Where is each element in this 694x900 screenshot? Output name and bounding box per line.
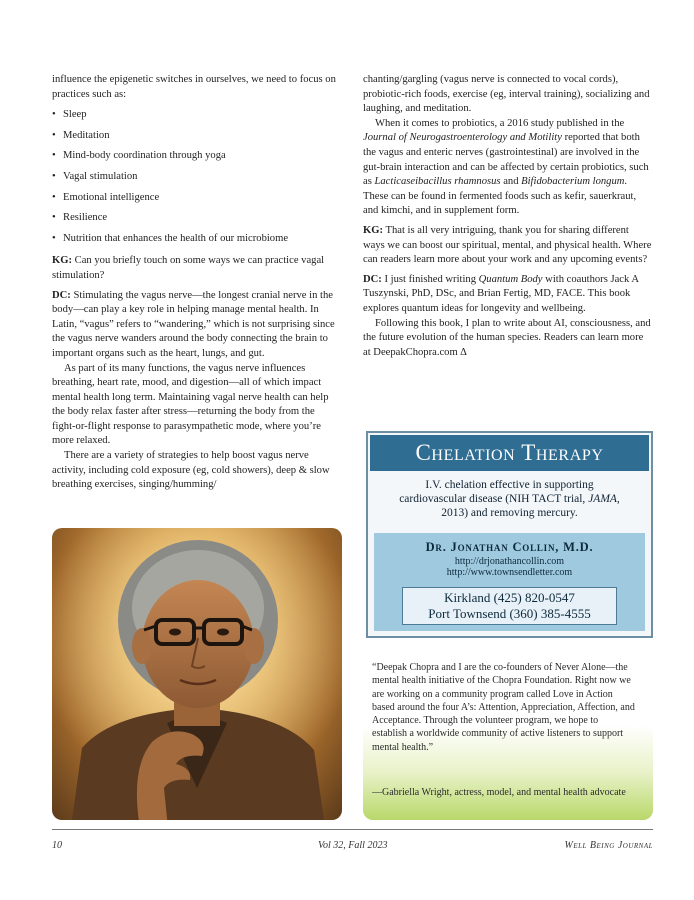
text-span: with coauthors Jack A Tuszynski, PhD, DSc, and Brian Fertig, MD, FACE. This book explores quantum ideas for longevity and wellbeing.	[363, 273, 639, 314]
answer-text: Stimulating the vagus nerve—the longest cranial nerve in the body—can play a key role in helping manage mental health. In Latin, “vagus” refers to “wandering,” which is not surprising since the vagus nerve wanders around the body connecting the brain to important organs such as the heart, lungs, and gut.	[52, 289, 335, 359]
page-number: 10	[52, 840, 62, 851]
journal-name: JAMA	[588, 493, 617, 506]
question-vagal-stimulation	[52, 254, 340, 283]
phone-kirkland: Kirkland (425) 820-0547	[444, 590, 575, 605]
right-column	[363, 73, 653, 360]
intro-paragraph: influence the epigenetic switches in ourselves, we need to focus on practices such as:	[52, 74, 336, 100]
answer-vagus-nerve	[52, 289, 340, 362]
issue-volume: Vol 32, Fall 2023	[318, 840, 388, 851]
list-item: • Vagal stimulation	[52, 167, 340, 188]
list-item: • Emotional intelligence	[52, 188, 340, 209]
phone-port-townsend: Port Townsend (360) 385-4555	[428, 606, 591, 621]
paragraph-strategies: There are a variety of strategies to help boost vagus nerve activity, including cold exposure (eg, cold showers), deep & slow breathing exercises, singing/humming/	[52, 450, 330, 491]
portrait-illustration	[52, 528, 342, 820]
text-span: cardiovascular disease (NIH TACT trial,	[399, 493, 589, 506]
interviewee-label: DC:	[363, 273, 382, 285]
footer-divider	[52, 829, 653, 830]
list-item: • Nutrition that enhances the health of our microbiome	[52, 229, 340, 250]
ad-description	[368, 478, 651, 521]
chelation-therapy-ad	[366, 431, 653, 638]
text-span: ,	[616, 493, 620, 506]
journal-title: Journal of Neurogastroenterology and Motility	[363, 132, 562, 144]
interviewer-label: KG:	[363, 224, 384, 236]
website-link[interactable]: http://www.townsendletter.com	[446, 567, 573, 578]
practices-list	[52, 105, 340, 249]
paragraph-future-work: Following this book, I plan to write about AI, consciousness, and the future evolution of the human species. Readers can learn more at DeepakChopra.com ∆	[363, 317, 651, 358]
pull-quote-box	[363, 648, 653, 820]
list-item: • Sleep	[52, 105, 340, 126]
left-column	[52, 73, 340, 493]
list-item: • Resilience	[52, 208, 340, 229]
quote-attribution: —Gabriella Wright, actress, model, and mental health advocate	[372, 787, 626, 798]
ad-description-line: I.V. chelation effective in supporting	[425, 479, 594, 491]
interviewer-label: KG:	[52, 255, 73, 267]
portrait-photo	[52, 528, 342, 820]
list-item: • Meditation	[52, 126, 340, 147]
ad-contact-panel	[374, 533, 645, 631]
paragraph-probiotics	[363, 117, 653, 219]
text-span: . These can be found in fermented foods such as kefir, sauerkraut, and kimchi, and in supplement form.	[363, 176, 637, 217]
ad-description-line	[368, 492, 651, 506]
answer-quantum-body	[363, 273, 653, 317]
paragraph-vagus-strategies-cont: chanting/gargling (vagus nerve is connected to vocal cords), probiotic-rich foods, exercise (eg, interval training), socializing and laughing, and meditation.	[363, 74, 650, 115]
text-span: When it comes to probiotics, a 2016 study published in the	[375, 117, 625, 129]
species-name: Lacticaseibacillus rhamnosus	[374, 176, 501, 188]
text-span: reported that both the vagus and enteric nerves (gastrointestinal) are involved in the gut-brain interaction and can be affected by certain probiotics, such as	[363, 132, 649, 188]
question-text: That is all very intriguing, thank you for sharing different ways we can boost our spiritual, mental, and physical health. Where can readers learn more about your work and any upcoming events?	[363, 224, 652, 266]
ad-description-line: 2013) and removing mercury.	[441, 507, 578, 520]
text-span: I just finished writing	[381, 273, 479, 285]
interviewee-label: DC:	[52, 289, 71, 301]
doctor-name: Dr. Jonathan Collin, M.D.	[425, 540, 594, 554]
website-link[interactable]: http://drjonathancollin.com	[454, 556, 565, 567]
list-item: • Mind-body coordination through yoga	[52, 146, 340, 167]
quote-text: “Deepak Chopra and I are the co-founders of Never Alone—the mental health initiative of the Chopra Foundation. Right now we are working on a community program called Love in Action based around the four A’s: Attention, Appreciation, Affection, and Acceptance. Through the volunteer program, we hope to establish a worldwide community of active listeners to support mental health.”	[372, 662, 635, 753]
species-name: Bifidobacterium longum	[521, 176, 625, 188]
question-text: Can you briefly touch on some ways we can practice vagal stimulation?	[52, 255, 325, 281]
text-span: and	[500, 176, 522, 188]
phone-box	[402, 587, 617, 625]
journal-name: Well Being Journal	[564, 840, 653, 851]
ad-title: Chelation Therapy	[370, 435, 649, 471]
paragraph-vagus-functions: As part of its many functions, the vagus nerve influences breathing, heart rate, mood, and digestion—all of which impact mental health long term. Maintaining vagal nerve health can help the body relax faster after stress—returning the body from the fight-or-flight response to parasympathetic mode, where you’re more relaxed.	[52, 362, 329, 447]
question-learn-more	[363, 224, 653, 268]
book-title: Quantum Body	[478, 273, 543, 285]
